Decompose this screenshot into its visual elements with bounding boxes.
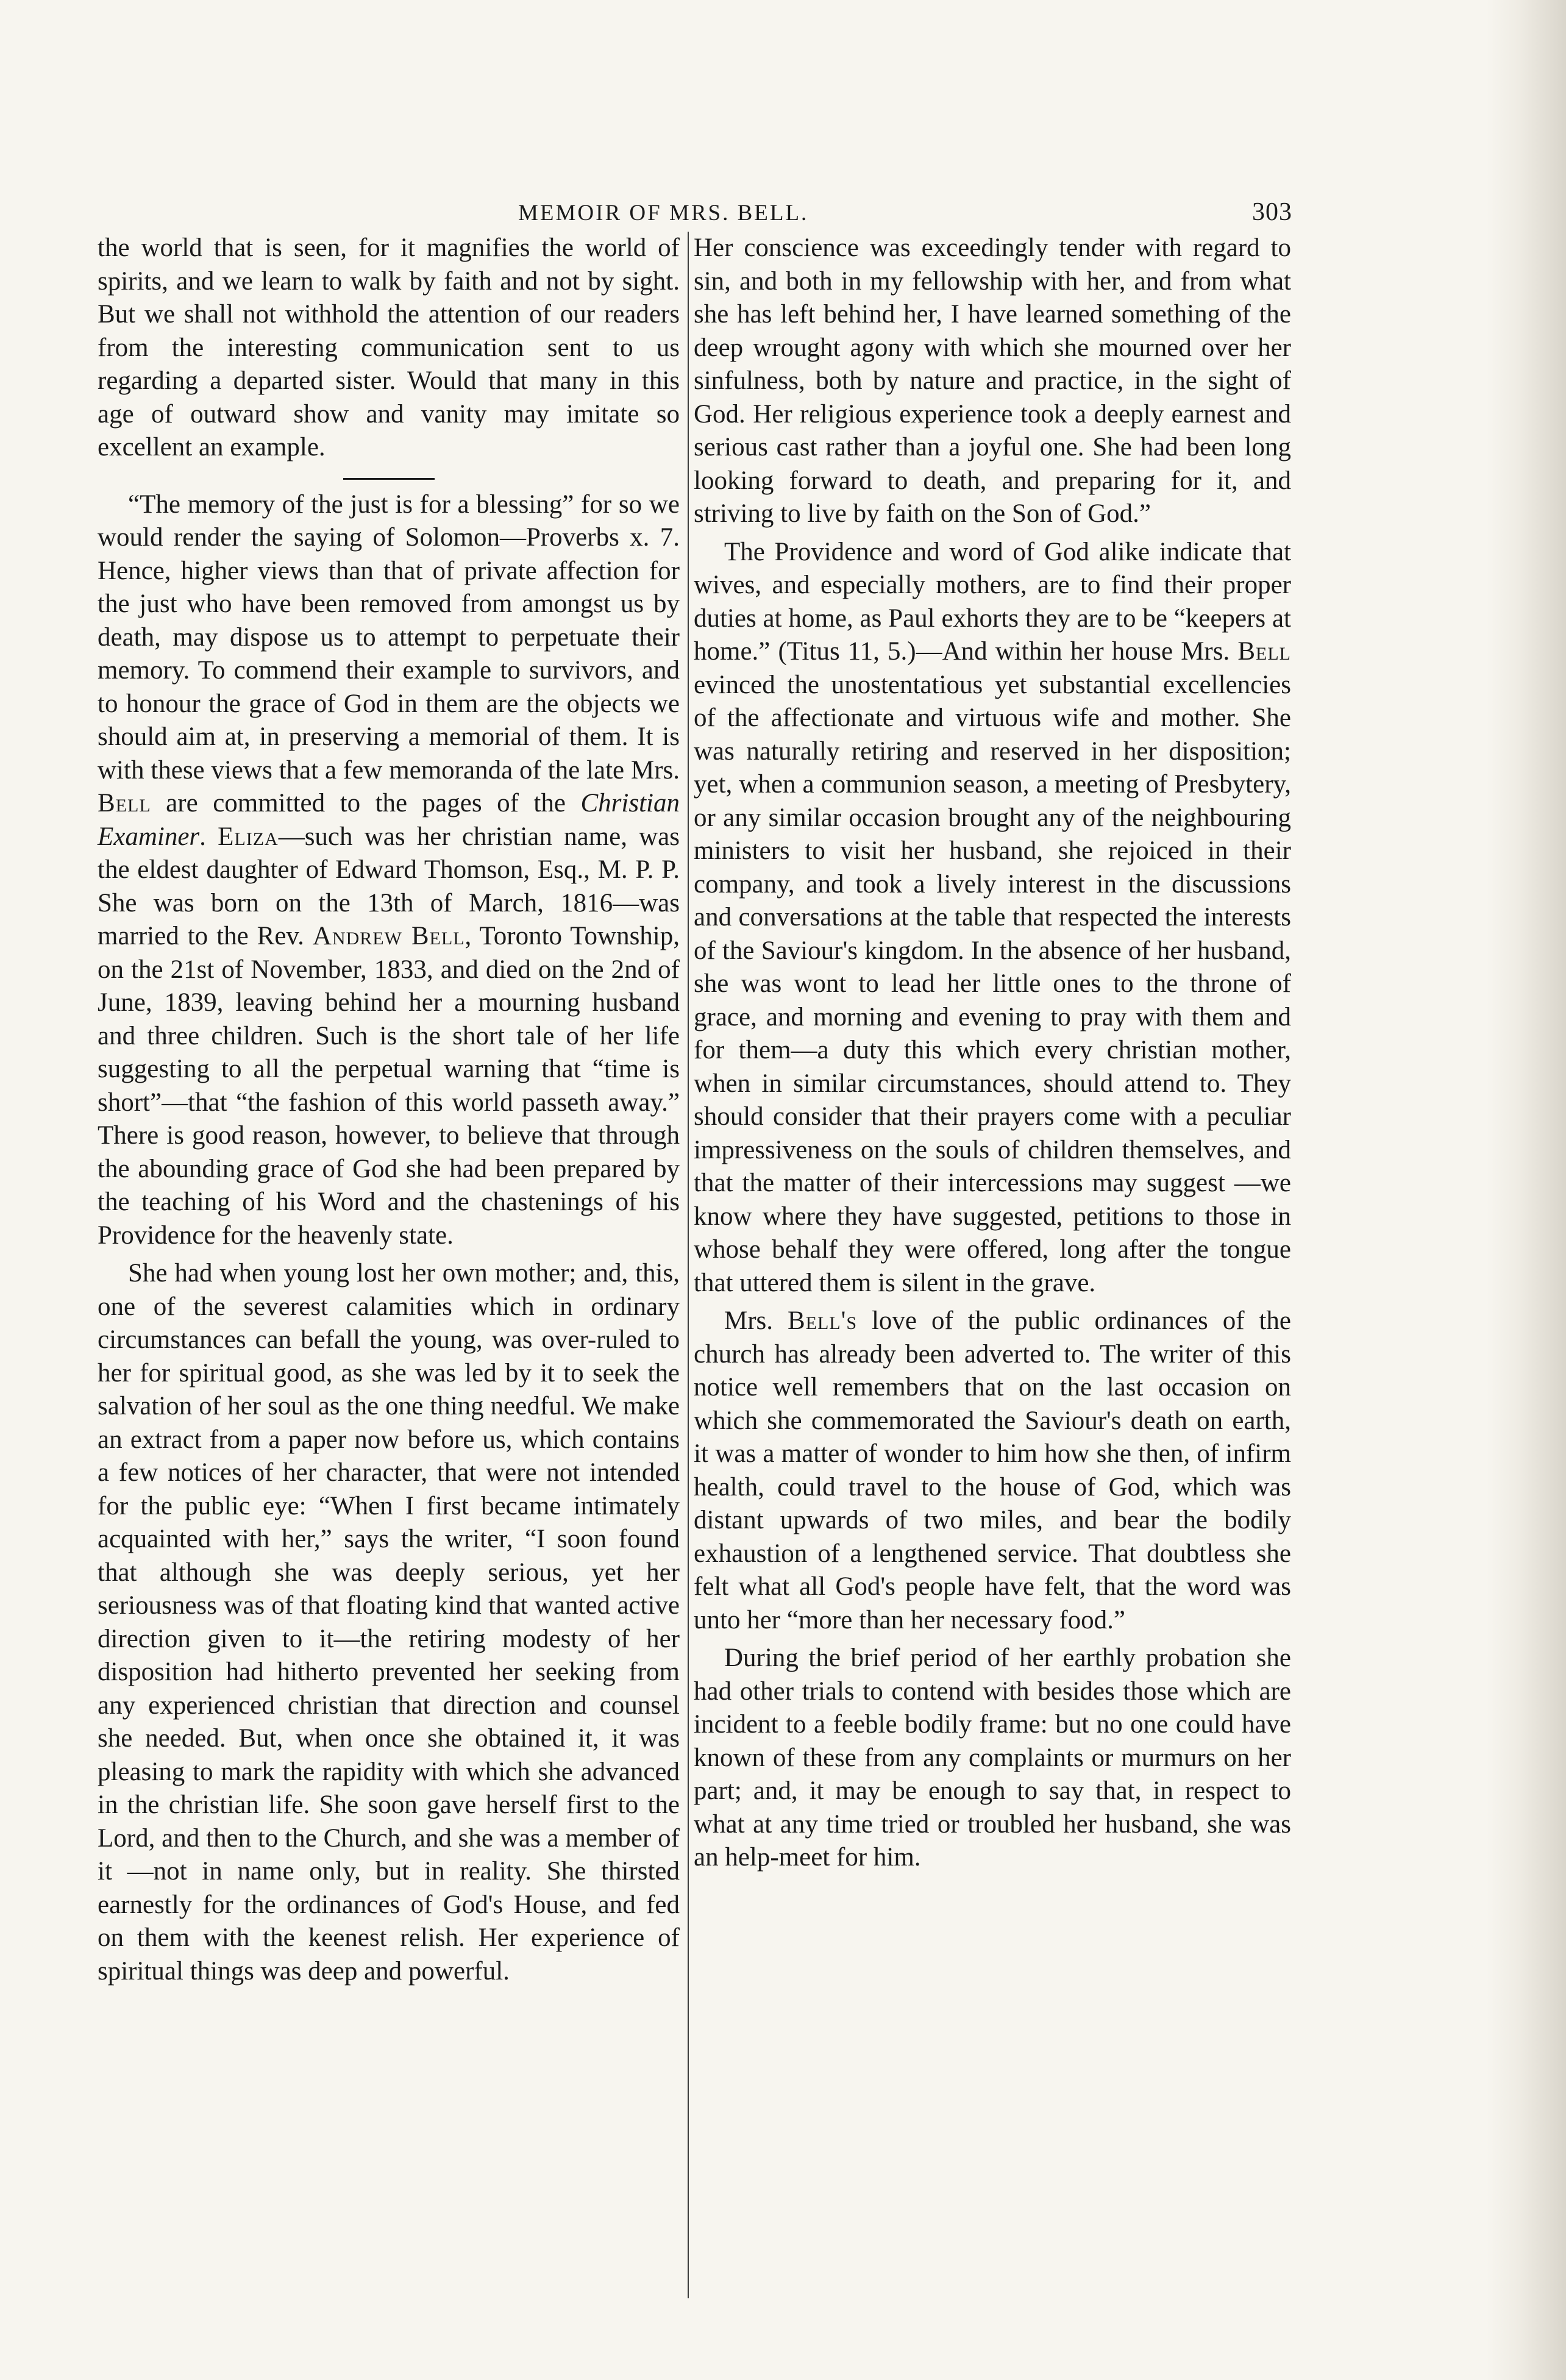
right-paragraph-4: During the brief period of her earthly probation she had other trials to contend with besides those which are incident to a feeble bodily frame: but no one could have known of these from any complaints or murmurs on her part; and, it may be enough to say that, in respect to what at any time tried or troubled her husband, she was an help-meet for him. [694, 1644, 1291, 1872]
page-edge-shadow [1487, 0, 1566, 2380]
surname-bell: Bell's [787, 1306, 858, 1335]
page-header [91, 194, 1311, 230]
left-paragraph-2 [98, 488, 680, 1253]
surname-bell: Bell [1237, 637, 1291, 666]
left-paragraph-1: the world that is seen, for it magnifies the world of spirits, and we learn to walk by faith and not by sight. But we shall not withhold the attention of our readers from the interesting communication sent to us regarding a departed sister. Would that many in this age of outward show and vanity may imitate so excellent an example. [98, 233, 680, 461]
running-title: MEMOIR OF MRS. BELL. [518, 201, 809, 226]
text-run: The Providence and word of God alike indicate that wives, and especially mothers, are to find their proper duties at home, as Paul exhorts they are to be “keepers at home.” (Titus 11, 5.)—And within her house Mrs. [694, 537, 1291, 666]
left-column [98, 232, 680, 1988]
text-run: are committed to the pages of the [151, 789, 581, 818]
text-run: , Toronto Township, on the 21st of November, 1833, and died on the 2nd of June, 1839, leaving behind her a mourning husband and three children. Such is the short tale of her life suggesting to all the perpetual warning that “time is short”—that “the fashion of this world passeth away.” There is good reason, however, to believe that through the abounding grace of God she had been prepared by the teaching of his Word and the chastenings of his Providence for the heavenly state. [98, 922, 680, 1250]
column-divider [688, 232, 689, 2298]
text-run: . [199, 822, 218, 851]
name-eliza: Eliza [218, 822, 279, 851]
right-paragraph-3 [694, 1305, 1291, 1637]
journal-title: Christian Examiner [98, 789, 680, 851]
section-separator [343, 478, 435, 480]
surname-bell: Bell [98, 789, 151, 818]
text-run: evinced the unostentatious yet substantial excellencies of the affectionate and virtuous wife and mother. She was naturally retiring and reserved in her disposition; yet, when a communion season, a meeting of Presbytery, or any similar occasion brought any of the neighbouring ministers to visit her husband, she rejoiced in their company, and took a lively interest in the discussions and conversations at the table that respected the interests of the Saviour's kingdom. In the absence of her husband, she was wont to lead her little ones to the throne of grace, and morning and evening to pray with them and for them—a duty this which every christian mother, when in similar circumstances, should attend to. They should consider that their prayers come with a peculiar impressiveness on the souls of children themselves, and that the matter of their intercessions may suggest —we know where they have suggested, petitions to those in whose behalf they were offered, long after the tongue that uttered them is silent in the grave. [694, 670, 1291, 1297]
text-run: Mrs. [724, 1306, 788, 1335]
right-column [694, 232, 1291, 1875]
right-paragraph-1: Her conscience was exceedingly tender with regard to sin, and both in my fellowship with her, and from what she has left behind her, I have learned something of the deep wrought agony with which she mourned over her sinfulness, both by nature and practice, in the sight of God. Her religious experience took a deeply earnest and serious cast rather than a joyful one. She had been long looking forward to death, and preparing for it, and striving to live by faith on the Son of God.” [694, 233, 1291, 528]
name-andrew-bell: Andrew Bell [312, 922, 465, 950]
page-number: 303 [1252, 198, 1292, 226]
text-run: love of the public ordinances of the church has already been adverted to. The writer of this notice well remembers that on the last occasion on which she commemorated the Saviour's death on earth, it was a matter of wonder to him how she then, of infirm health, could travel to the house of God, which was distant upwards of two miles, and bear the bodily exhaustion of a lengthened service. That doubtless she felt what all God's people have felt, that the word was unto her “more than her necessary food.” [694, 1306, 1291, 1634]
text-run: “The memory of the just is for a blessing” for so we would render the saying of Solomon—Proverbs x. 7. Hence, higher views than that of private affection for the just who have been removed from amongst us by death, may dispose us to attempt to perpetuate their memory. To commend their example to survivors, and to honour the grace of God in them are the objects we should aim at, in preserving a memorial of them. It is with these views that a few memoranda of the late Mrs. [98, 490, 680, 785]
left-paragraph-3: She had when young lost her own mother; and, this, one of the severest calamities which in ordinary circumstances can befall the young, was over-ruled to her for spiritual good, as she was led by it to seek the salvation of her soul as the one thing needful. We make an extract from a paper now before us, which contains a few notices of her character, that were not intended for the public eye: “When I first became intimately acquainted with her,” says the writer, “I soon found that although she was deeply serious, yet her seriousness was of that floating kind that wanted active direction given to it—the retiring modesty of her disposition had hitherto prevented her seeking from any experienced christian that direction and counsel she needed. But, when once she obtained it, it was pleasing to mark the rapidity with which she advanced in the christian life. She soon gave herself first to the Lord, and then to the Church, and she was a member of it —not in name only, but in reality. She thirsted earnestly for the ordinances of God's House, and fed on them with the keenest relish. Her experience of spiritual things was deep and powerful. [98, 1259, 680, 1986]
right-paragraph-2 [694, 536, 1291, 1300]
text-run: —such was her christian name, was the eldest daughter of Edward Thomson, Esq., M. P. P. She was born on the 13th of March, 1816—was married to the Rev. [98, 822, 680, 950]
